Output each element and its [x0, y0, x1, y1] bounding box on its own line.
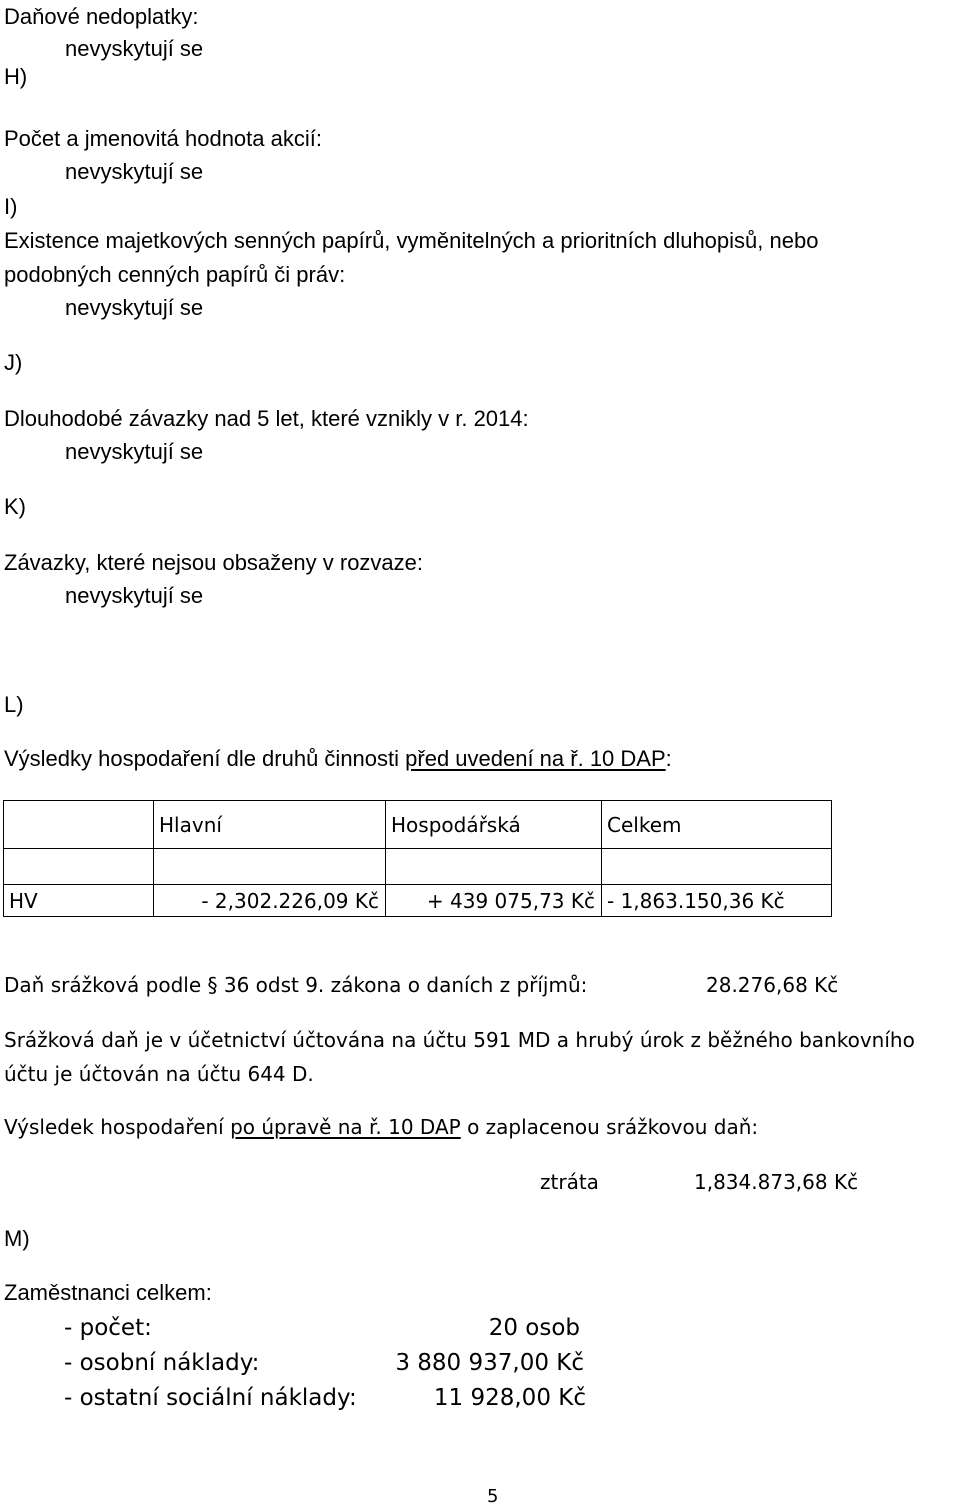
- table-row: [4, 885, 832, 917]
- withholding-note-line2: účtu je účtován na účtu 644 D.: [4, 1062, 314, 1086]
- loss-value: 1,834.873,68 Kč: [694, 1170, 859, 1194]
- personnel-costs-value: 3 880 937,00 Kč: [395, 1350, 584, 1376]
- section-j-letter: J): [4, 350, 23, 375]
- withholding-tax-value: 28.276,68 Kč: [706, 973, 839, 997]
- section-k-letter: K): [4, 494, 26, 519]
- section-i-letter: I): [4, 194, 18, 219]
- adjusted-result-heading: [4, 1117, 758, 1137]
- section-i-heading-line1: Existence majetkových senných papírů, vyměnitelných a prioritních dluhopisů, nebo: [4, 228, 819, 253]
- section-h-letter: H): [4, 64, 28, 89]
- page-number: 5: [487, 1486, 499, 1507]
- employees-count-value: 20 osob: [488, 1315, 580, 1341]
- social-costs-value: 11 928,00 Kč: [433, 1385, 586, 1411]
- loss-label: ztráta: [540, 1170, 599, 1194]
- section-l-heading-suffix: :: [665, 746, 672, 771]
- section-l-heading: [4, 748, 672, 770]
- table-cell-main: - 2,302.226,09 Kč: [154, 885, 386, 917]
- section-i-value: nevyskytují se: [65, 295, 204, 320]
- section-m-heading: Zaměstnanci celkem:: [4, 1280, 212, 1305]
- section-i-heading-line2: podobných cenných papírů či práv:: [4, 262, 346, 287]
- results-table-header-row: [4, 801, 832, 849]
- table-cell-total: - 1,863.150,36 Kč: [602, 885, 832, 917]
- adjusted-result-suffix: o zaplacenou srážkovou daň:: [460, 1115, 759, 1139]
- section-k-value: nevyskytují se: [65, 583, 204, 608]
- social-costs-label: - ostatní sociální náklady:: [64, 1385, 357, 1411]
- section-l-heading-prefix: Výsledky hospodaření dle druhů činnosti: [4, 746, 406, 771]
- table-header-economic: Hospodářská: [386, 801, 602, 849]
- table-header-total: Celkem: [602, 801, 832, 849]
- personnel-costs-label: - osobní náklady:: [64, 1350, 260, 1376]
- withholding-note-line1: Srážková daň je v účetnictví účtována na účtu 591 MD a hrubý úrok z běžného bankovního: [4, 1028, 915, 1052]
- withholding-tax-label: Daň srážková podle § 36 odst 9. zákona o daních z příjmů:: [4, 973, 588, 997]
- section-h-heading: Počet a jmenovitá hodnota akcií:: [4, 126, 322, 151]
- tax-arrears-value: nevyskytují se: [65, 36, 204, 61]
- adjusted-result-prefix: Výsledek hospodaření: [4, 1115, 231, 1139]
- table-row-label: HV: [4, 885, 154, 917]
- results-table-spacer-row: [4, 849, 832, 885]
- section-m-letter: M): [4, 1226, 30, 1251]
- table-cell-economic: + 439 075,73 Kč: [386, 885, 602, 917]
- adjusted-result-underlined: po úpravě na ř. 10 DAP: [230, 1115, 461, 1139]
- section-h-value: nevyskytují se: [65, 159, 204, 184]
- section-j-value: nevyskytují se: [65, 439, 204, 464]
- section-l-heading-underlined: před uvedení na ř. 10 DAP: [405, 746, 666, 771]
- section-k-heading: Závazky, které nejsou obsaženy v rozvaze:: [4, 550, 424, 575]
- results-table: [3, 800, 832, 917]
- table-header-main: Hlavní: [154, 801, 386, 849]
- section-j-heading: Dlouhodobé závazky nad 5 let, které vznikly v r. 2014:: [4, 406, 529, 431]
- section-l-letter: L): [4, 692, 24, 717]
- tax-arrears-heading: Daňové nedoplatky:: [4, 4, 199, 29]
- employees-count-label: - počet:: [64, 1315, 152, 1341]
- table-header-empty: [4, 801, 154, 849]
